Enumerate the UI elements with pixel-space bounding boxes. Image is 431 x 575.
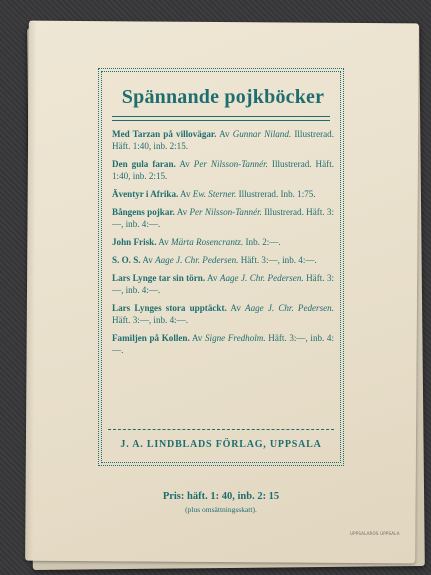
book-title: Med Tarzan på villovägar. (112, 129, 217, 139)
publisher-divider (108, 429, 334, 430)
book-av: Av (207, 272, 218, 283)
book-av: Av (230, 302, 241, 313)
book-title: Lars Lynges stora upptäckt. (112, 302, 227, 313)
book-list (112, 128, 334, 362)
book-entry (112, 206, 334, 231)
book-av: Av (219, 129, 230, 139)
book-title: John Frisk. (112, 237, 157, 248)
heading-double-rule (112, 116, 330, 121)
advertisement-frame (98, 68, 344, 466)
book-details: Illustrerad. Häft. 1:40, inb. 2:15. (112, 159, 334, 182)
tax-note: (plus omsättningsskatt). (185, 505, 257, 514)
book-title: Den gula faran. (112, 159, 176, 170)
book-author: Signe Fredholm. (205, 332, 266, 343)
book-details: Illustrerad. Häft. 1:40, inb. 2:15. (112, 129, 335, 152)
book-entry (112, 332, 334, 357)
price-line: Pris: häft. 1: 40, inb. 2: 15 (162, 491, 280, 502)
book-av: Av (176, 206, 188, 217)
book-details: Häft. 3:—, inb. 4:—. (112, 272, 335, 295)
book-author: Aage J. Chr. Pedersen. (219, 272, 304, 283)
book-entry (112, 188, 334, 200)
book-title: Bångens pojkar. (112, 206, 175, 217)
book-av: Av (142, 254, 153, 265)
book-title: Familjen på Kollen. (112, 332, 190, 343)
book-author: Aage J. Chr. Pedersen. (245, 302, 334, 313)
book-author: Aage J. Chr. Pedersen. (155, 254, 239, 265)
book-av: Av (158, 237, 169, 248)
book-av: Av (180, 189, 191, 200)
printer-imprint: UPPSALAROS UPPSALA (350, 531, 400, 536)
book-details: Inb. 2:—. (245, 237, 281, 248)
book-av: Av (179, 159, 190, 170)
publisher-name: J. A. LINDBLADS FÖRLAG, UPPSALA (120, 439, 322, 450)
book-details: Illustrerad. Häft. 3:—, inb. 4:—. (112, 206, 334, 230)
book-author: Märta Rosencrantz. (171, 237, 244, 248)
book-details: Häft. 3:—, inb. 4:—. (240, 254, 317, 265)
book-details: Häft. 3:—, inb. 4:—. (112, 315, 189, 326)
book-author: Ew. Sterner. (192, 189, 237, 200)
book-title: Äventyr i Afrika. (112, 189, 179, 200)
book-entry (112, 128, 334, 153)
book-title: S. O. S. (112, 254, 141, 265)
book-author: Per Nilsson-Tannér. (193, 159, 268, 170)
book-entry (112, 158, 334, 183)
book-entry (112, 254, 334, 266)
book-entry (112, 272, 334, 297)
book-author: Per Nilsson-Tannér. (189, 206, 262, 217)
book-details: Illustrerad. Inb. 1:75. (238, 189, 316, 200)
ad-heading: Spännande pojkböcker (121, 86, 325, 108)
advertisement-inner-frame (101, 71, 341, 463)
book-av: Av (191, 332, 203, 343)
book-title: Lars Lynge tar sin törn. (112, 272, 206, 283)
book-author: Gunnar Niland. (232, 129, 292, 139)
book-entry (112, 236, 334, 248)
book-details: Häft. 3:—, inb. 4:—. (112, 332, 335, 356)
book-entry (112, 302, 334, 327)
